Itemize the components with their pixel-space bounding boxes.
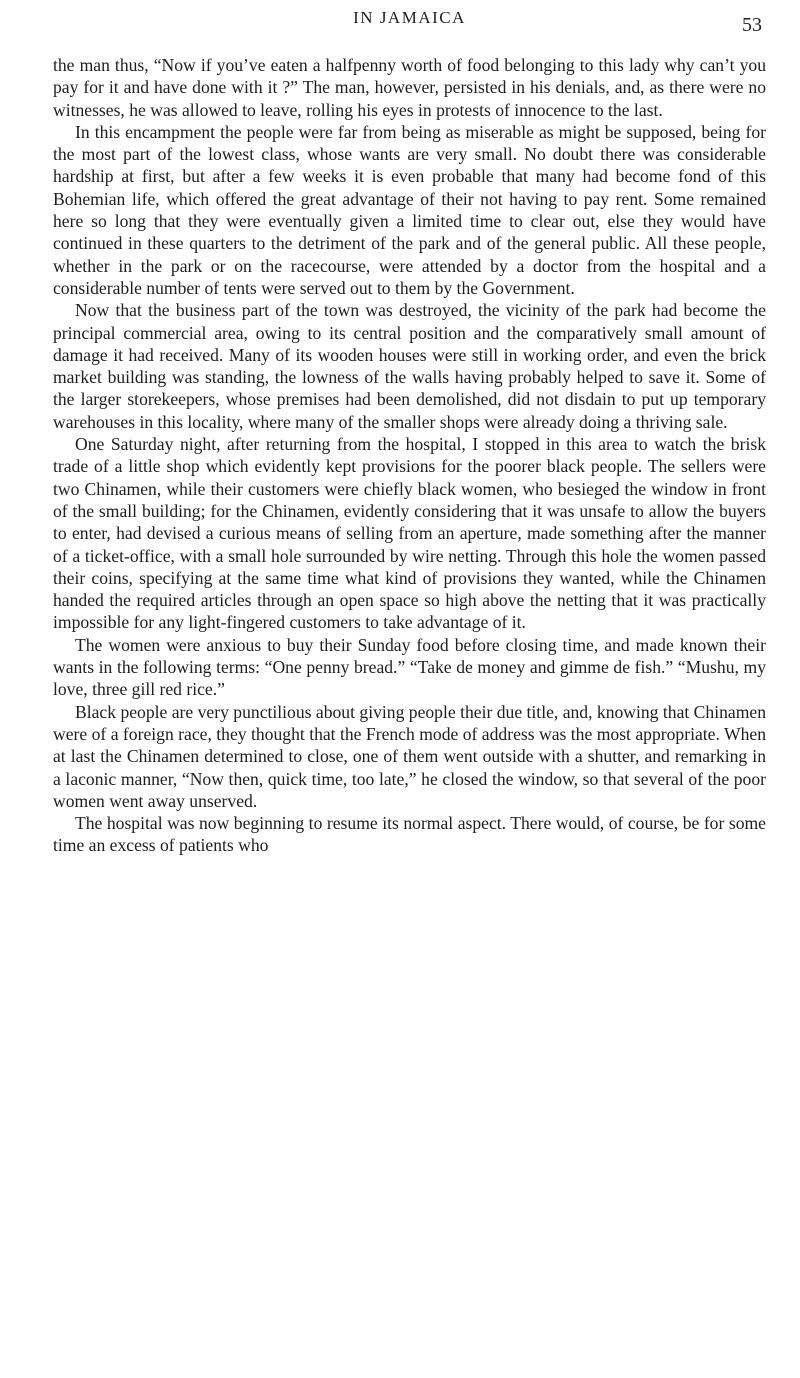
paragraph-2: In this encampment the people were far from being as miserable as might be supposed, being for the most part of the lowest class, whose wants are very small. No doubt there was considerable hardship at first, but after a few weeks it is even probable that many had become fond of this Bohemian life, which offered the great advantage of their not having to pay rent. Some remained here so long that they were eventually given a limited time to clear out, else they would have continued in these quarters to the detriment of the park and of the general public. All these people, whether in the park or on the racecourse, were attended by a doctor from the hospital and a considerable number of tents were served out to them by the Government. [53, 121, 766, 298]
paragraph-6: Black people are very punctilious about giving people their due title, and, knowing that Chinamen were of a foreign race, they thought that the French mode of address was the most appropriate. When at last the Chinamen determined to close, one of them went outside with a shutter, and remarking in a laconic manner, “Now then, quick time, too late,” he closed the window, so that several of the poor women went away unserved. [53, 701, 766, 811]
book-page [53, 0, 766, 1378]
paragraph-1: the man thus, “Now if you’ve eaten a halfpenny worth of food belonging to this lady why can’t you pay for it and have done with it ?” The man, however, persisted in his denials, and, as there were no witnesses, he was allowed to leave, rolling his eyes in protests of innocence to the last. [53, 55, 766, 120]
running-title: IN JAMAICA [353, 8, 466, 27]
paragraph-4: One Saturday night, after returning from the hospital, I stopped in this area to watch the brisk trade of a little shop which evidently kept provisions for the poorer black people. The sellers were two Chinamen, while their customers were chiefly black women, who besieged the window in front of the small building; for the Chinamen, evidently considering that it was unsafe to allow the buyers to enter, had devised a curious means of selling from an aperture, made something after the manner of a ticket-office, with a small hole surrounded by wire netting. Through this hole the women passed their coins, specifying at the same time what kind of provisions they wanted, while the Chinamen handed the required articles through an open space so high above the netting that it was practically impossible for any light-fingered customers to take advantage of it. [53, 434, 766, 633]
paragraph-7: The hospital was now beginning to resume its normal aspect. There would, of course, be for some time an excess of patients who [53, 813, 766, 856]
paragraph-3: Now that the business part of the town was destroyed, the vicinity of the park had become the principal commercial area, owing to its central position and the comparatively small amount of damage it had received. Many of its wooden houses were still in working order, and even the brick market building was standing, the lowness of the walls having probably helped to save it. Some of the larger storekeepers, whose premises had been demolished, did not disdain to put up temporary warehouses in this locality, where many of the smaller shops were already doing a thriving sale. [53, 300, 766, 432]
body-text [53, 54, 766, 857]
page-number: 53 [742, 14, 762, 36]
running-head [53, 8, 766, 42]
paragraph-5: The women were anxious to buy their Sunday food before closing time, and made known their wants in the following terms: “One penny bread.” “Take de money and gimme de fish.” “Mushu, my love, three gill red rice.” [53, 634, 766, 700]
